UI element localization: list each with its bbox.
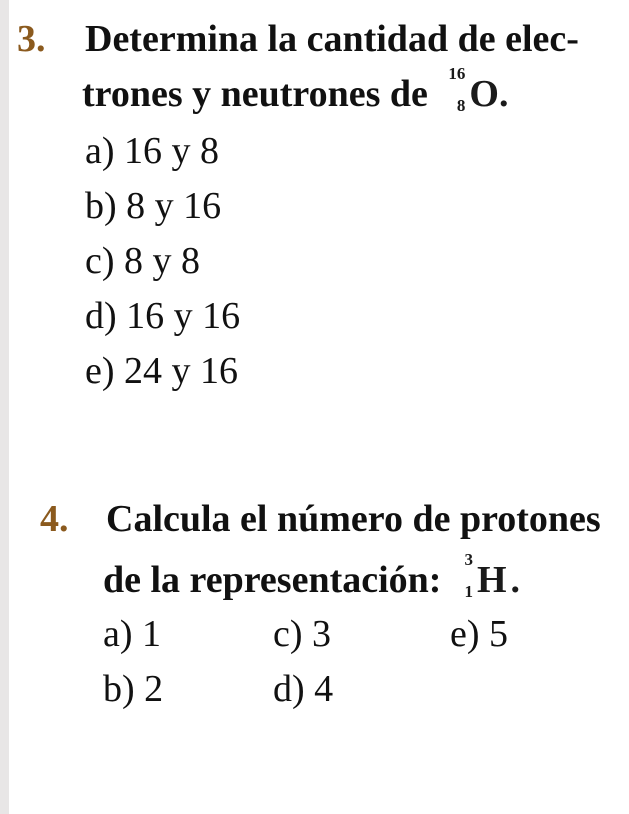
question-4-atomic-number: 1: [464, 582, 473, 601]
question-3-text-line-1: Determina la cantidad de elec-: [85, 18, 579, 60]
question-3-option-c[interactable]: c) 8 y 8: [85, 240, 201, 282]
question-3-element-symbol: O: [469, 73, 499, 115]
question-4-period: .: [510, 559, 520, 601]
question-3-line-1: [17, 20, 579, 58]
question-3-isotope-notation: [437, 64, 469, 115]
question-3-option-e[interactable]: e) 24 y 16: [85, 350, 239, 392]
question-4-element-symbol: H: [476, 559, 507, 601]
question-4-option-e[interactable]: e) 5: [450, 613, 509, 655]
question-4-isotope-notation: [451, 550, 477, 601]
question-3-option-b[interactable]: b) 8 y 16: [85, 185, 222, 227]
question-3-mass-number: 16: [448, 64, 466, 83]
page-edge-strip: [0, 0, 9, 814]
question-4-mass-number: 3: [464, 550, 473, 569]
question-3-option-a[interactable]: a) 16 y 8: [85, 130, 220, 172]
question-3-period: .: [498, 73, 509, 115]
question-3-number: 3.: [17, 18, 46, 60]
question-4-text-line-2: de la representación:: [103, 559, 442, 601]
question-3-line-2: [82, 64, 509, 115]
question-3-text-line-2: trones y neutrones de: [82, 73, 428, 115]
question-4-line-2: [103, 550, 520, 601]
question-4-option-a[interactable]: a) 1: [103, 613, 162, 655]
question-3-atomic-number: 8: [456, 96, 466, 115]
question-4-text-line-1: Calcula el número de protones: [106, 498, 601, 540]
question-4-option-b[interactable]: b) 2: [103, 668, 164, 710]
question-4-line-1: [40, 500, 601, 538]
question-4-option-d[interactable]: d) 4: [273, 668, 334, 710]
question-4-option-c[interactable]: c) 3: [273, 613, 332, 655]
question-3-option-d[interactable]: d) 16 y 16: [85, 295, 241, 337]
question-4-number: 4.: [40, 498, 69, 540]
